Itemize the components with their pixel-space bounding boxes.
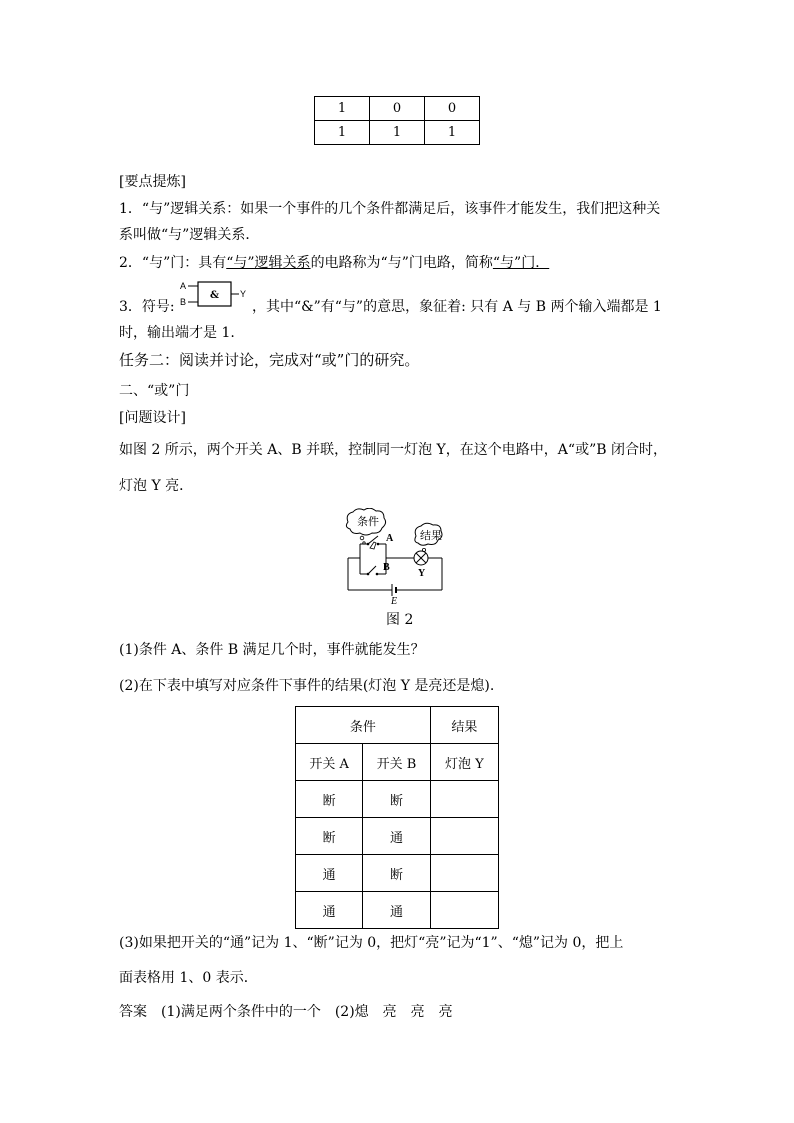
battery-e-label: E [391,596,398,604]
table-cell: 断 [296,781,363,818]
point-2-mid: 的电路称为“与”门电路，简称 [310,255,493,271]
table-cell: 0 [370,97,425,121]
question-3-line-b: 面表格用 1、0 表示． [119,970,258,986]
answer-cell[interactable] [430,818,498,855]
header-condition: 条件 [296,707,431,744]
table-cell: 1 [425,121,480,145]
gate-and-label: & [209,290,220,301]
point-2-underline-1: “与”逻辑关系 [226,255,311,271]
table-row [296,855,499,892]
header-result: 结果 [430,707,498,744]
column-switch-b: 开关 B [363,744,430,781]
table-row [315,121,480,145]
point-2 [119,253,549,273]
answer-text: 答案 (1)满足两个条件中的一个 (2)熄 亮 亮 亮 [119,1004,453,1020]
table-cell: 断 [363,855,430,892]
point-1-line-a: 1．“与”逻辑关系：如果一个事件的几个条件都满足后，该事件才能发生，我们把这种关 [119,201,661,217]
table-row [315,97,480,121]
section-heading-key-points: [要点提炼] [119,174,186,190]
table-cell: 通 [363,892,430,929]
column-switch-a: 开关 A [296,744,363,781]
lamp-y-label: Y [418,568,426,579]
bubble-result-text: 结果 [420,529,442,542]
point-2-underline-2: “与”门． [492,255,550,271]
paragraph-line-b: 灯泡 Y 亮． [119,478,194,494]
table-cell: 断 [363,781,430,818]
point-3-line-b: 时，输出端才是 1. [119,325,235,341]
switch-a-label: A [386,533,394,544]
table-row [296,818,499,855]
task-2-heading: 任务二：阅读并讨论，完成对“或”门的研究。 [119,351,420,369]
gate-input-a-label: A [180,281,187,291]
table-row [296,892,499,929]
gate-output-label: Y [240,289,247,299]
table-cell: 通 [296,892,363,929]
point-3-label: 3．符号: [119,299,175,315]
and-gate-symbol [176,280,252,310]
table-row [296,707,499,744]
table-row [296,781,499,818]
gate-input-b-label: B [180,297,187,307]
point-3-text: ，其中“&”有“与”的意思，象征着: 只有 A 与 B 两个输入端都是 1 [252,299,662,315]
column-lamp-y: 灯泡 Y [430,744,498,781]
table-cell: 断 [296,818,363,855]
question-1: (1)条件 A、条件 B 满足几个时，事件就能发生？ [119,642,425,658]
question-2: (2)在下表中填写对应条件下事件的结果(灯泡 Y 是亮还是熄). [119,678,495,694]
table-cell: 通 [296,855,363,892]
truth-table [295,706,499,929]
table-row [296,744,499,781]
point-2-pre: 2．“与”门：具有 [119,255,227,271]
answer-cell[interactable] [430,781,498,818]
circuit-diagram [340,508,450,604]
answer-cell[interactable] [430,855,498,892]
answer-cell[interactable] [430,892,498,929]
top-table [314,96,480,145]
table-cell: 通 [363,818,430,855]
point-1-line-b: 系叫做“与”逻辑关系． [119,227,260,243]
problem-design-heading: [问题设计] [119,410,186,426]
table-cell: 1 [315,97,370,121]
section-2-title: 二、“或”门 [119,383,190,399]
question-3-line-a: (3)如果把开关的“通”记为 1、“断”记为 0，把灯“亮”记为“1”、“熄”记为 0，把上 [119,935,624,951]
figure-caption: 图 2 [386,612,414,628]
table-cell: 0 [425,97,480,121]
switch-b-label: B [383,562,390,573]
paragraph-line-a: 如图 2 所示，两个开关 A、B 并联，控制同一灯泡 Y，在这个电路中，A“或”B 闭合时， [119,442,667,458]
table-cell: 1 [315,121,370,145]
bubble-condition-text: 条件 [357,515,379,528]
table-cell: 1 [370,121,425,145]
